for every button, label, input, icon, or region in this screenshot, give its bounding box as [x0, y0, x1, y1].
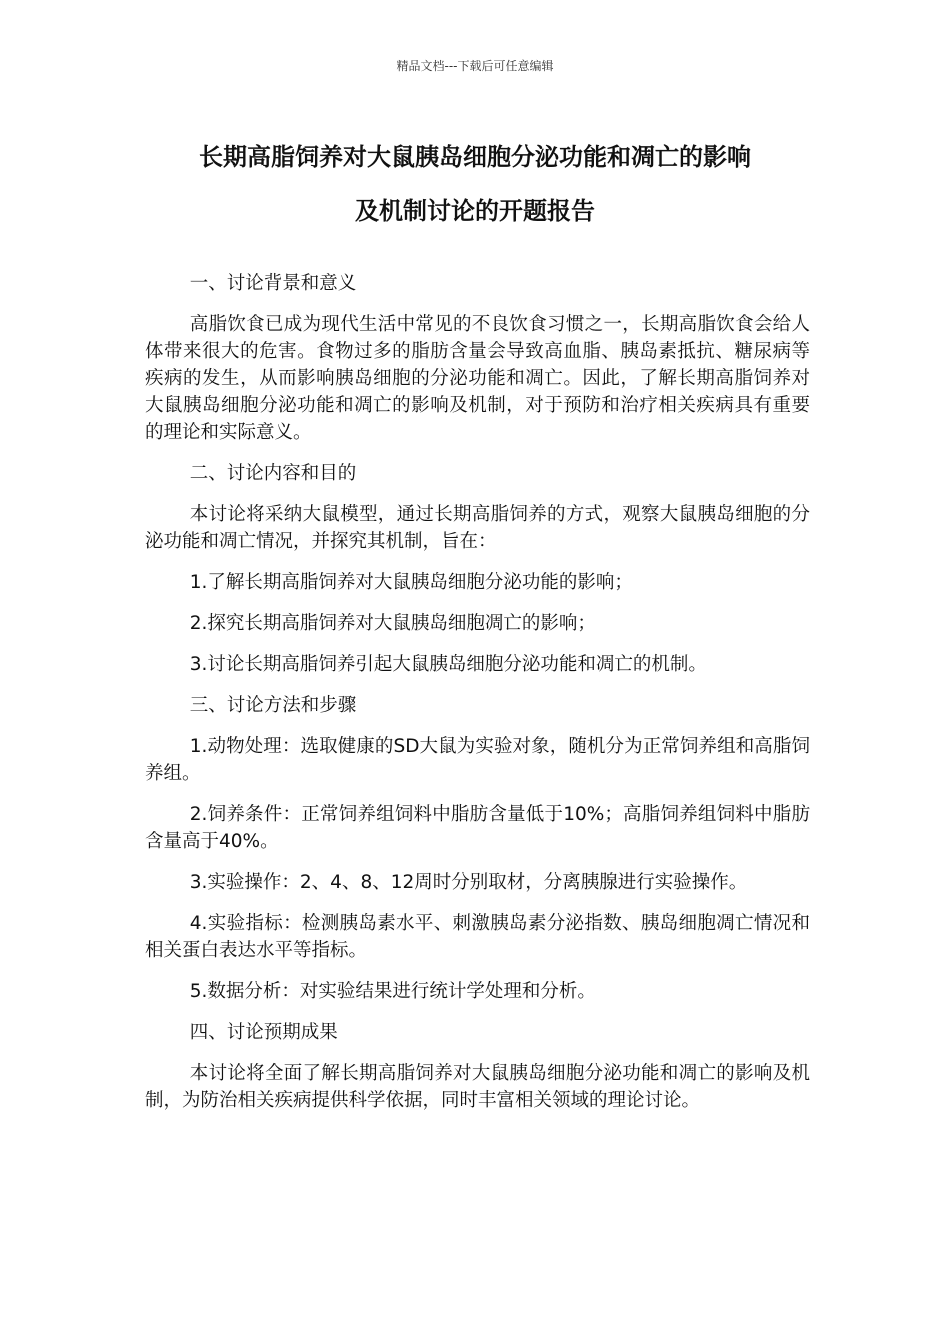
document-body	[145, 270, 810, 1128]
aim-item-1: 1.了解长期高脂饲养对大鼠胰岛细胞分泌功能的影响；	[189, 572, 633, 593]
paragraph-background: 高脂饮食已成为现代生活中常见的不良饮食习惯之一，长期高脂饮食会给人体带来很大的危害。食物过多的脂肪含量会导致高血脂、胰岛素抵抗、糖尿病等疾病的发生，从而影响胰岛细胞的分泌功能和凋亡。因此，了解长期高脂饲养对大鼠胰岛细胞分泌功能和凋亡的影响及机制，对于预防和治疗相关疾病具有重要的理论和实际意义。	[145, 314, 810, 443]
section-heading-expected-results: 四、讨论预期成果	[189, 1022, 338, 1043]
paragraph-content-purpose: 本讨论将采纳大鼠模型，通过长期高脂饲养的方式，观察大鼠胰岛细胞的分泌功能和凋亡情况，并探究其机制，旨在：	[145, 504, 810, 552]
aim-item-3: 3.讨论长期高脂饲养引起大鼠胰岛细胞分泌功能和凋亡的机制。	[189, 654, 707, 675]
method-step-4: 4.实验指标：检测胰岛素水平、刺激胰岛素分泌指数、胰岛细胞凋亡情况和相关蛋白表达水平等指标。	[145, 913, 810, 961]
method-step-1: 1.动物处理：选取健康的SD大鼠为实验对象，随机分为正常饲养组和高脂饲养组。	[145, 736, 810, 784]
section-heading-methods: 三、讨论方法和步骤	[189, 695, 357, 716]
section-heading-background: 一、讨论背景和意义	[189, 273, 357, 294]
method-step-3: 3.实验操作：2、4、8、12周时分别取材，分离胰腺进行实验操作。	[189, 872, 748, 893]
header-note: 精品文档---下载后可任意编辑	[396, 59, 554, 73]
document-title-line-1: 长期高脂饲养对大鼠胰岛细胞分泌功能和凋亡的影响	[199, 143, 751, 171]
section-heading-content-purpose: 二、讨论内容和目的	[189, 463, 357, 484]
paragraph-expected-results: 本讨论将全面了解长期高脂饲养对大鼠胰岛细胞分泌功能和凋亡的影响及机制，为防治相关疾病提供科学依据，同时丰富相关领域的理论讨论。	[145, 1063, 810, 1111]
aim-item-2: 2.探究长期高脂饲养对大鼠胰岛细胞凋亡的影响；	[189, 613, 596, 634]
document-title-line-2: 及机制讨论的开题报告	[355, 197, 595, 225]
method-step-2: 2.饲养条件：正常饲养组饲料中脂肪含量低于10%；高脂饲养组饲料中脂肪含量高于40%。	[145, 804, 810, 852]
method-step-5: 5.数据分析：对实验结果进行统计学处理和分析。	[189, 981, 596, 1002]
